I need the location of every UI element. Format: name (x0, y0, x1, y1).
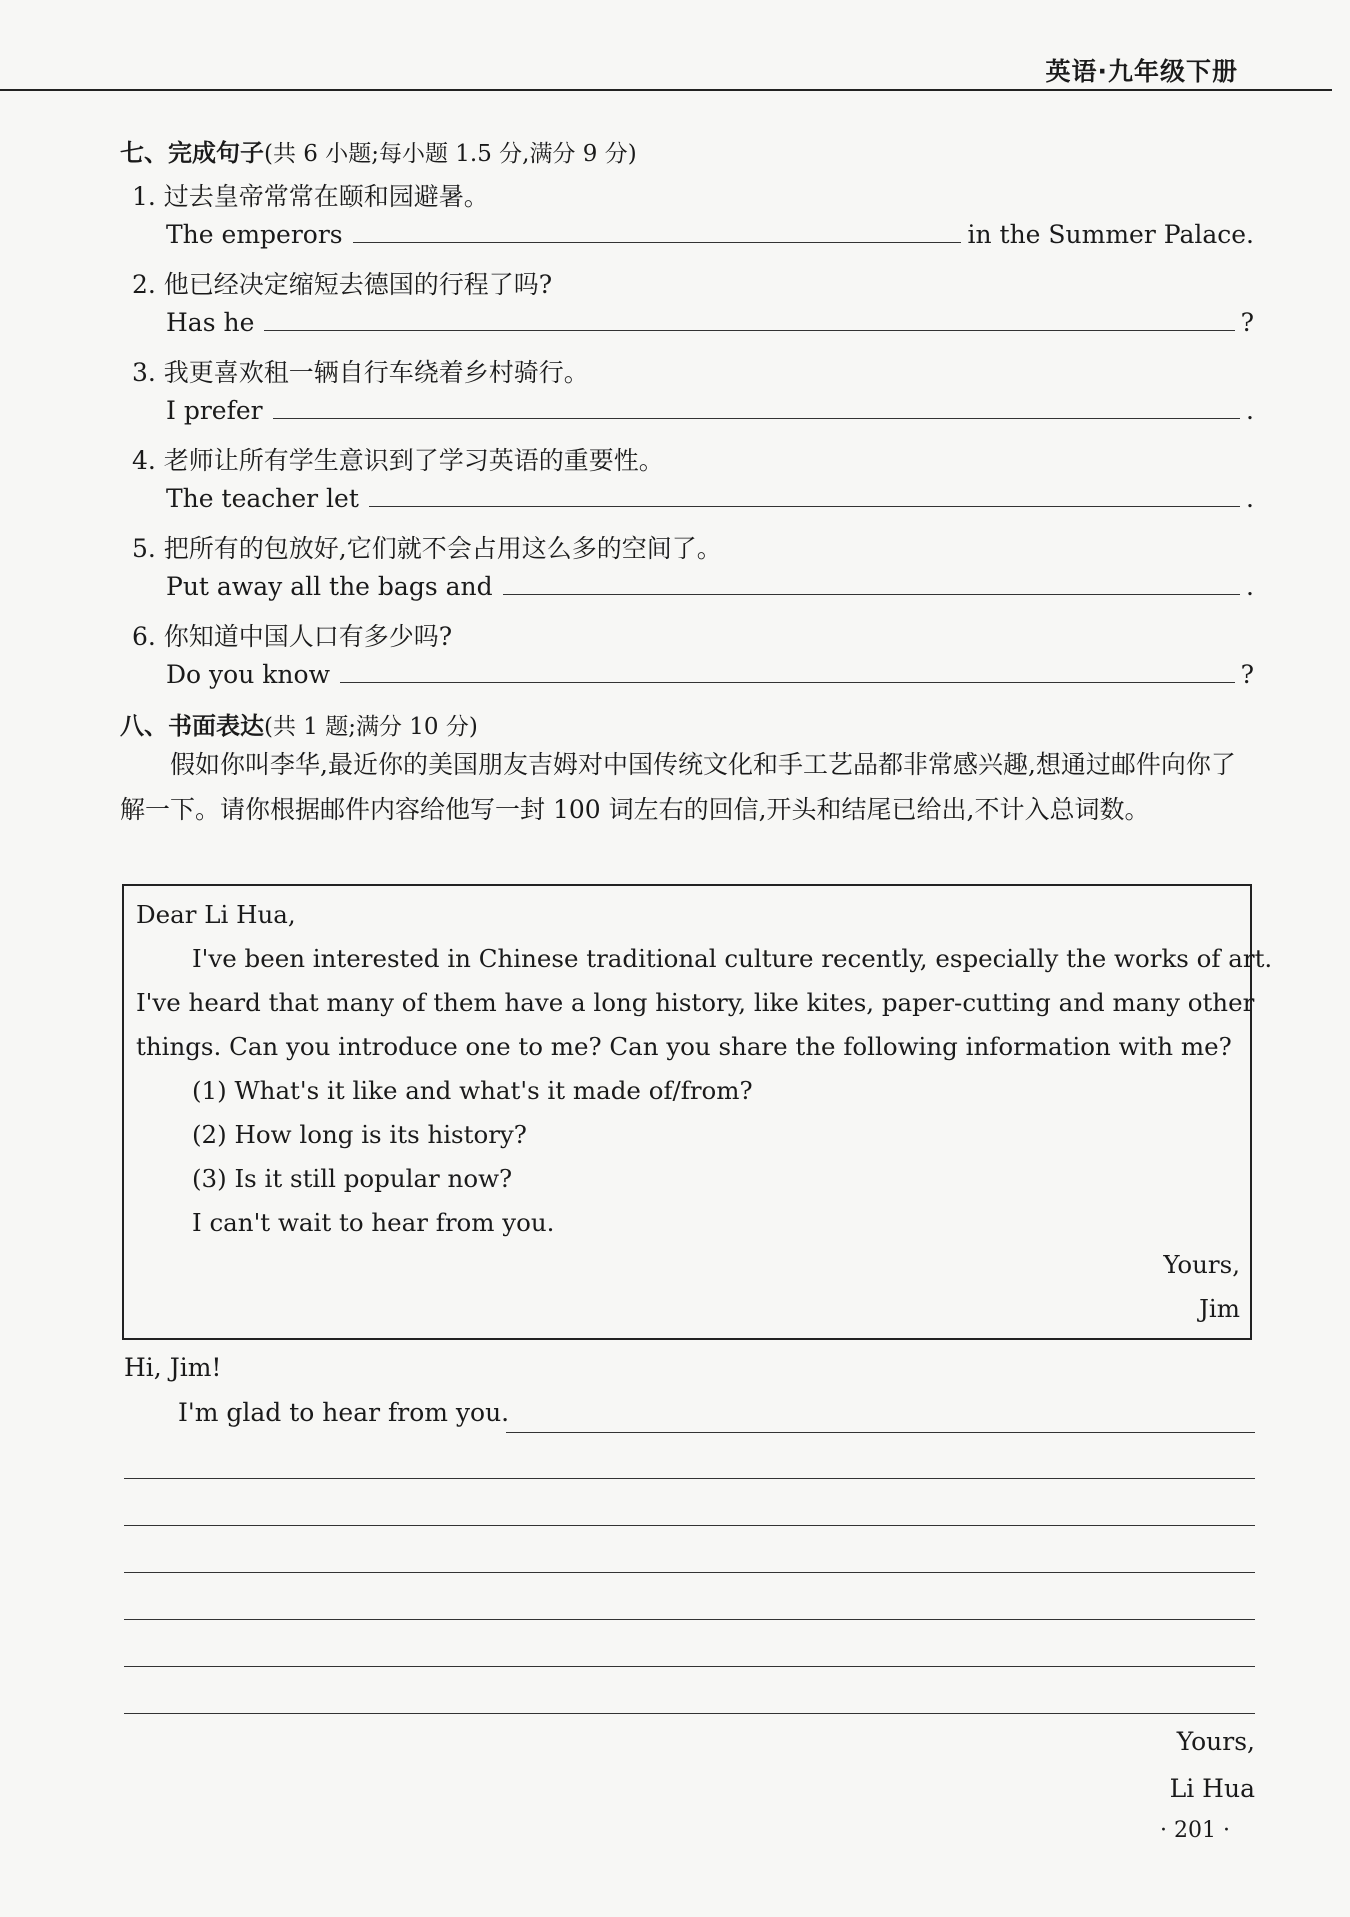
writing-line-6[interactable] (124, 1666, 1255, 1667)
section7-title: 七、完成句子 (120, 139, 264, 167)
book-title: 英语·九年级下册 (1045, 57, 1238, 86)
writing-line-5[interactable] (124, 1619, 1255, 1620)
header-rule (0, 89, 1332, 91)
q2-ending: ? (1240, 308, 1254, 337)
q5-ending: . (1246, 572, 1254, 601)
q6-answer-blank[interactable] (340, 681, 1235, 683)
reply-opening: I'm glad to hear from you. (178, 1398, 510, 1427)
q4-ending: . (1246, 484, 1254, 513)
q4-answer-blank[interactable] (369, 505, 1240, 507)
q5-chinese: 5. 把所有的包放好,它们就不会占用这么多的空间了。 (132, 534, 722, 563)
letter-item-3: (3) Is it still popular now? (192, 1164, 513, 1193)
section7-note: (共 6 小题;每小题 1.5 分,满分 9 分) (264, 141, 637, 167)
page-number: · 201 · (1160, 1818, 1230, 1843)
q6-prompt: Do you know (166, 660, 330, 689)
letter-item-1: (1) What's it like and what's it made of/from? (192, 1076, 753, 1105)
q4-english (166, 479, 1254, 513)
q3-answer-blank[interactable] (273, 417, 1240, 419)
q4-prompt: The teacher let (166, 484, 359, 513)
q5-english (166, 567, 1254, 601)
section7-heading (120, 133, 637, 168)
q2-chinese: 2. 他已经决定缩短去德国的行程了吗? (132, 270, 553, 299)
q3-ending: . (1246, 396, 1254, 425)
q6-chinese: 6. 你知道中国人口有多少吗? (132, 622, 453, 651)
section8-note: (共 1 题;满分 10 分) (264, 714, 478, 740)
letter-line-3: things. Can you introduce one to me? Can you share the following information with me? (136, 1032, 1232, 1061)
letter-greeting: Dear Li Hua, (136, 900, 296, 929)
q1-answer-blank[interactable] (353, 241, 962, 243)
letter-signature: Jim (1199, 1294, 1240, 1323)
q2-answer-blank[interactable] (264, 329, 1234, 331)
q5-answer-blank[interactable] (503, 593, 1240, 595)
q3-chinese: 3. 我更喜欢租一辆自行车绕着乡村骑行。 (132, 358, 589, 387)
section8-title: 八、书面表达 (120, 712, 264, 740)
q1-english (166, 215, 1254, 249)
letter-item-2: (2) How long is its history? (192, 1120, 527, 1149)
prompt-letter-box (122, 884, 1273, 1340)
letter-line-2: I've heard that many of them have a long history, like kites, paper-cutting and many other (136, 988, 1255, 1017)
q1-prompt: The emperors (166, 220, 343, 249)
letter-line-1: I've been interested in Chinese traditional culture recently, especially the works of art. (192, 944, 1273, 973)
q2-english (166, 303, 1254, 337)
writing-line-7[interactable] (124, 1713, 1255, 1714)
q2-prompt: Has he (166, 308, 255, 337)
writing-line-2[interactable] (124, 1478, 1255, 1479)
q4-chinese: 4. 老师让所有学生意识到了学习英语的重要性。 (132, 446, 664, 475)
q6-ending: ? (1240, 660, 1254, 689)
letter-closing-line: I can't wait to hear from you. (192, 1208, 555, 1237)
q6-english (166, 655, 1254, 689)
q1-chinese: 1. 过去皇帝常常在颐和园避暑。 (132, 182, 489, 211)
reply-signoff: Yours, (1176, 1727, 1255, 1756)
q3-prompt: I prefer (166, 396, 263, 425)
section8-heading (120, 706, 478, 741)
writing-line-1[interactable] (506, 1432, 1255, 1433)
writing-instruction: 假如你叫李华,最近你的美国朋友吉姆对中国传统文化和手工艺品都非常感兴趣,想通过邮件向你了解一下。请你根据邮件内容给他写一封 100 词左右的回信,开头和结尾已给出,不计入总词数。 (120, 750, 1236, 824)
reply-greeting: Hi, Jim! (124, 1353, 222, 1382)
q5-prompt: Put away all the bags and (166, 572, 493, 601)
writing-line-4[interactable] (124, 1572, 1255, 1573)
q1-ending: in the Summer Palace. (967, 220, 1254, 249)
letter-signoff: Yours, (1163, 1250, 1240, 1279)
q3-english (166, 391, 1254, 425)
writing-line-3[interactable] (124, 1525, 1255, 1526)
reply-signature: Li Hua (1169, 1774, 1255, 1803)
